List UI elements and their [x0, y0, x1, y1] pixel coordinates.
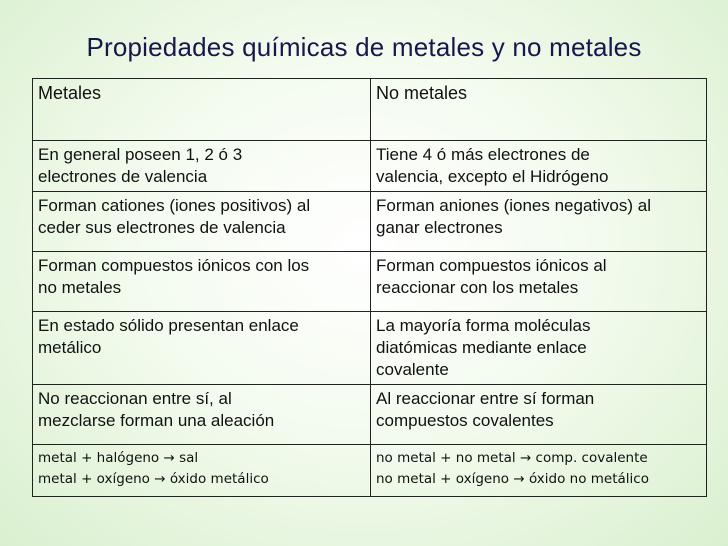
cell-metales: [33, 192, 371, 252]
cell-line: ceder sus electrones de valencia: [38, 218, 286, 237]
cell-no-metales: [371, 192, 707, 252]
cell-line: Forman cationes (iones positivos) al: [38, 196, 311, 215]
page-title: Propiedades químicas de metales y no metales: [86, 32, 642, 62]
cell-line: electrones de valencia: [38, 167, 208, 186]
header-metales: Metales: [33, 79, 371, 141]
equation-line: metal + halógeno → sal: [38, 450, 199, 466]
cell-metales: [33, 385, 371, 445]
cell-metales: [33, 312, 371, 385]
cell-line: Forman aniones (iones negativos) al: [376, 196, 651, 215]
cell-no-metales: [371, 141, 707, 192]
cell-line: La mayoría forma moléculas: [376, 316, 591, 335]
cell-metales: [33, 141, 371, 192]
cell-line: diatómicas mediante enlace: [376, 338, 587, 357]
cell-metales: [33, 252, 371, 312]
cell-line: reaccionar con los metales: [376, 278, 579, 297]
cell-line: metálico: [38, 338, 102, 357]
cell-line: Al reaccionar entre sí forman: [376, 389, 595, 408]
properties-table: [32, 78, 707, 497]
table-row: [33, 141, 707, 192]
cell-no-metales: [371, 385, 707, 445]
table-header-row: [33, 79, 707, 141]
table-row: [33, 252, 707, 312]
cell-line: No reaccionan entre sí, al: [38, 389, 232, 408]
cell-line: ganar electrones: [376, 218, 503, 237]
cell-no-metales: [371, 252, 707, 312]
cell-line: valencia, excepto el Hidrógeno: [376, 167, 609, 186]
cell-line: En estado sólido presentan enlace: [38, 316, 299, 335]
cell-line: Forman compuestos iónicos al: [376, 256, 607, 275]
cell-line: Forman compuestos iónicos con los: [38, 256, 310, 275]
equation-line: no metal + oxígeno → óxido no metálico: [376, 471, 649, 487]
equation-line: no metal + no metal → comp. covalente: [376, 450, 648, 466]
header-no-metales: No metales: [371, 79, 707, 141]
equation-line: metal + oxígeno → óxido metálico: [38, 471, 269, 487]
table-row: [33, 192, 707, 252]
cell-no-metales: [371, 312, 707, 385]
table-row: [33, 312, 707, 385]
cell-no-metales-equations: [371, 445, 707, 497]
equations-row: [33, 445, 707, 497]
table-row: [33, 385, 707, 445]
cell-line: covalente: [376, 360, 449, 379]
cell-line: compuestos covalentes: [376, 411, 554, 430]
cell-metales-equations: [33, 445, 371, 497]
cell-line: no metales: [38, 278, 122, 297]
cell-line: En general poseen 1, 2 ó 3: [38, 145, 243, 164]
cell-line: mezclarse forman una aleación: [38, 411, 275, 430]
cell-line: Tiene 4 ó más electrones de: [376, 145, 590, 164]
